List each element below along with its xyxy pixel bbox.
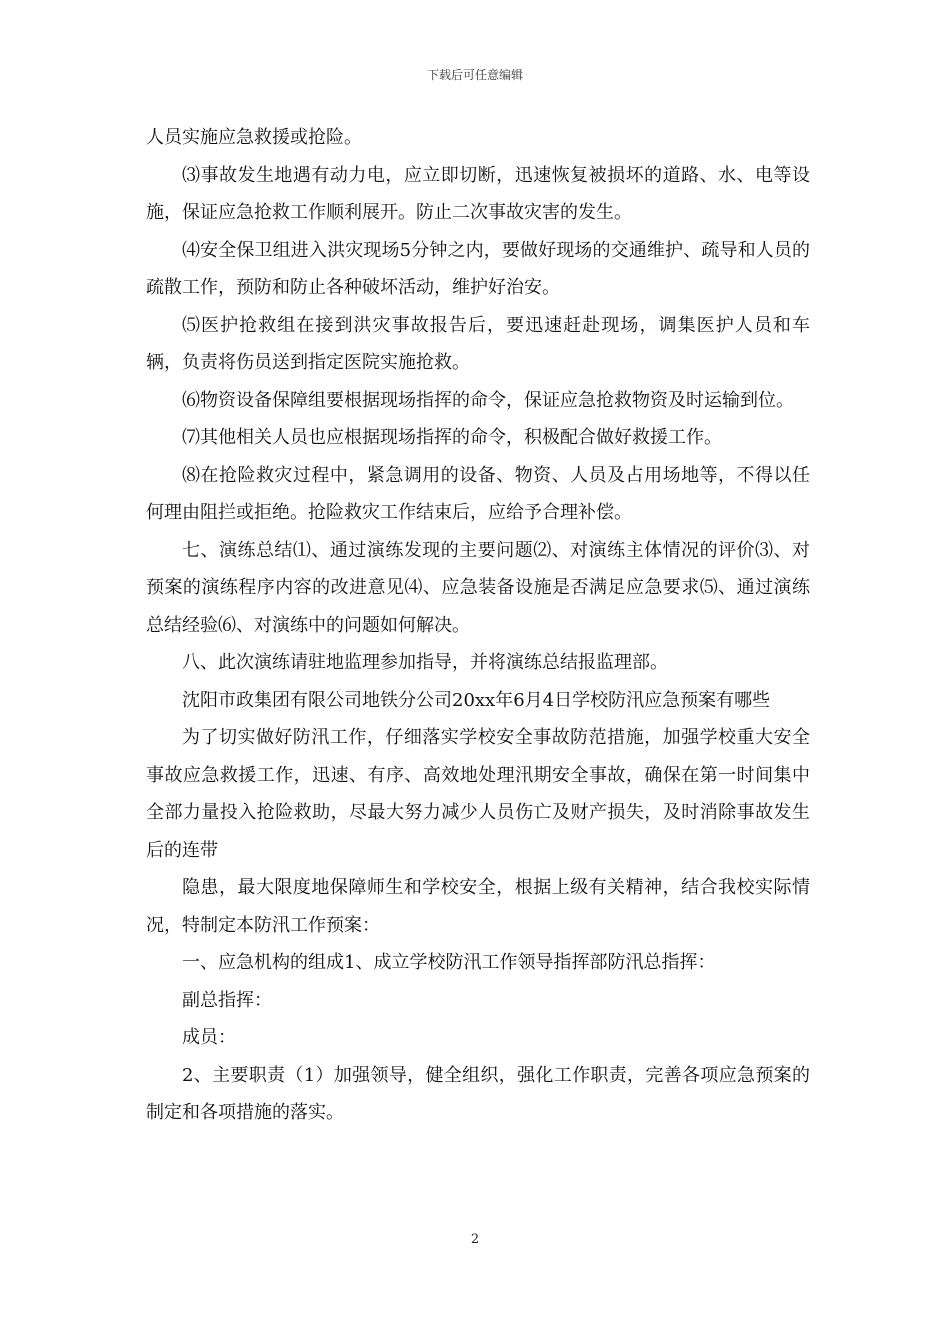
paragraph: 人员实施应急救援或抢险。 <box>146 127 362 148</box>
document-body <box>146 119 810 1132</box>
paragraph: ⑶事故发生地遇有动力电，应立即切断，迅速恢复被损坏的道路、水、电等设施，保证应急抢救工作顺利展开。防止二次事故灾害的发生。 <box>146 164 810 223</box>
page-header: 下载后可任意编辑 <box>426 68 523 82</box>
paragraph: ⑹物资设备保障组要根据现场指挥的命令，保证应急抢救物资及时运输到位。 <box>182 389 794 411</box>
page-number: 2 <box>470 1232 480 1247</box>
paragraph: 沈阳市政集团有限公司地铁分公司20xx年6月4日学校防汛应急预案有哪些 <box>182 689 771 711</box>
paragraph: 七、演练总结⑴、通过演练发现的主要问题⑵、对演练主体情况的评价⑶、对预案的演练程序内容的改进意见⑷、应急装备设施是否满足应急要求⑸、通过演练总结经验⑹、对演练中的问题如何解决。 <box>146 539 810 636</box>
paragraph: ⑻在抢险救灾过程中，紧急调用的设备、物资、人员及占用场地等，不得以任何理由阻拦或拒绝。抢险救灾工作结束后，应给予合理补偿。 <box>146 464 810 523</box>
paragraph: 隐患，最大限度地保障师生和学校安全，根据上级有关精神，结合我校实际情况，特制定本防汛工作预案： <box>146 877 810 936</box>
paragraph: 八、此次演练请驻地监理参加指导，并将演练总结报监理部。 <box>182 652 668 673</box>
paragraph: ⑷安全保卫组进入洪灾现场5分钟之内，要做好现场的交通维护、疏导和人员的疏散工作，预防和防止各种破坏活动，维护好治安。 <box>146 239 810 298</box>
paragraph: 成员： <box>182 1027 236 1048</box>
paragraph: 为了切实做好防汛工作，仔细落实学校安全事故防范措施，加强学校重大安全事故应急救援工作，迅速、有序、高效地处理汛期安全事故，确保在第一时间集中全部力量投入抢险救助，尽最大努力减少人员伤亡及财产损失，及时消除事故发生后的连带 <box>146 727 810 861</box>
paragraph: ⑺其他相关人员也应根据现场指挥的命令，积极配合做好救援工作。 <box>182 427 722 448</box>
paragraph: ⑸医护抢救组在接到洪灾事故报告后，要迅速赶赴现场，调集医护人员和车辆，负责将伤员送到指定医院实施抢救。 <box>146 314 810 373</box>
paragraph: 一、应急机构的组成1、成立学校防汛工作领导指挥部防汛总指挥： <box>182 952 716 973</box>
paragraph: 副总指挥： <box>182 989 272 1011</box>
paragraph: 2、主要职责（1）加强领导，健全组织，强化工作职责，完善各项应急预案的制定和各项措施的落实。 <box>146 1064 810 1123</box>
